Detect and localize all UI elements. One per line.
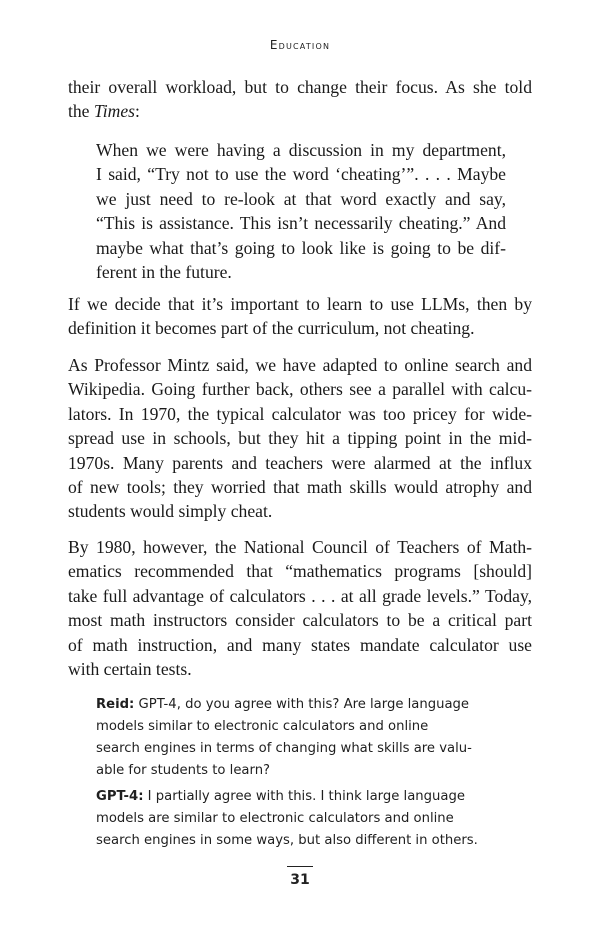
text-line: 1970s. Many parents and teachers were alarmed at the influx (68, 452, 532, 473)
quote-line: we just need to re-look at that word exactly and say, (96, 188, 506, 209)
text-line: spread use in schools, but they hit a tipping point in the mid- (68, 428, 532, 449)
text-line: As Professor Mintz said, we have adapted to online search and (68, 355, 532, 375)
text-line: ematics recommended that “mathematics programs [should] (68, 561, 532, 582)
paragraph-calculators-history (68, 353, 532, 524)
text-line: most math instructors consider calculators to be a critical part (68, 610, 532, 631)
paragraph-intro (68, 75, 532, 124)
quote-line: When we were having a discussion in my department, (96, 140, 506, 160)
text-line: their overall workload, but to change their focus. As she told (68, 77, 532, 97)
text-line: of new tools; they worried that math skills would atrophy and (68, 477, 532, 498)
dialog-line: able for students to learn? (96, 763, 271, 778)
quote-line: maybe what that’s going to look like is going to be dif- (96, 237, 506, 258)
speaker-label: GPT-4: (96, 789, 144, 804)
quote-line: I said, “Try not to use the word ‘cheating’”. . . . Maybe (96, 164, 506, 185)
dialog-line: GPT-4: I partially agree with this. I think large language (96, 789, 465, 804)
dialog-reid (96, 694, 506, 782)
block-quote (96, 138, 506, 284)
quote-line: “This is assistance. This isn’t necessarily cheating.” And (96, 213, 506, 234)
dialog-gpt4 (96, 786, 506, 852)
text-line: of math instruction, and many states mandate calculator use (68, 634, 532, 655)
text-line: take full advantage of calculators . . . at all grade levels.” Today, (68, 585, 532, 606)
text-line: definition it becomes part of the curriculum, not cheating. (68, 318, 475, 339)
paragraph-nctm-1980 (68, 535, 532, 681)
speaker-label: Reid: (96, 697, 135, 712)
text-line: students would simply cheat. (68, 501, 273, 522)
dialog-line: Reid: GPT-4, do you agree with this? Are large language (96, 697, 470, 712)
text-line: the Times: (68, 101, 140, 122)
text-line: Wikipedia. Going further back, others see a parallel with calcu- (68, 379, 532, 400)
paragraph-llm-curriculum (68, 292, 532, 341)
text-line: lators. In 1970, the typical calculator was too pricey for wide- (68, 403, 532, 424)
dialog-line: search engines in terms of changing what skills are valu- (96, 741, 472, 756)
dialog-line: models similar to electronic calculators and online (96, 719, 429, 734)
running-head: Education (269, 38, 331, 52)
dialog-line: search engines in some ways, but also different in others. (96, 833, 478, 848)
dialog-line: models are similar to electronic calculators and online (96, 811, 454, 826)
page-number: 31 (290, 872, 310, 888)
text-line: with certain tests. (68, 659, 192, 680)
text-line: If we decide that it’s important to learn to use LLMs, then by (68, 294, 532, 314)
footer-rule (287, 866, 313, 867)
quote-line: ferent in the future. (96, 262, 232, 283)
publication-title: Times (93, 101, 135, 122)
text-line: By 1980, however, the National Council of Teachers of Math- (68, 537, 532, 557)
